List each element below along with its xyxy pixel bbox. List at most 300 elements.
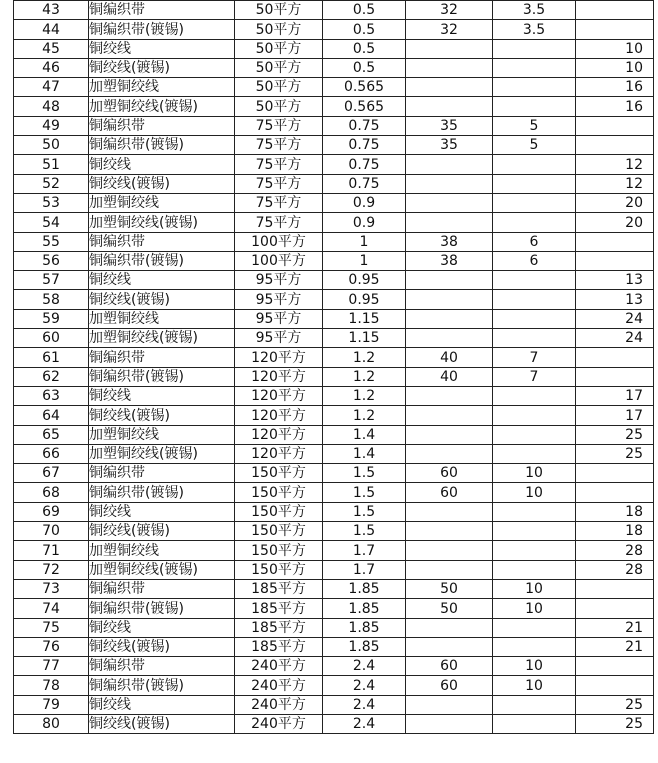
product-name: 铜编织带	[89, 579, 235, 598]
table-row	[14, 406, 654, 425]
row-number: 56	[14, 251, 89, 270]
row-number: 72	[14, 560, 89, 579]
product-name: 铜绞线	[89, 386, 235, 405]
row-number: 55	[14, 232, 89, 251]
weight-value: 0.5	[323, 39, 406, 58]
product-spec-table	[13, 0, 654, 734]
weight-value: 1.2	[323, 406, 406, 425]
row-number: 62	[14, 367, 89, 386]
cross-section: 150平方	[235, 483, 323, 502]
width-value	[406, 39, 493, 58]
thickness-value	[493, 155, 576, 174]
diameter-value: 25	[576, 444, 654, 463]
row-number: 67	[14, 464, 89, 483]
table-row	[14, 541, 654, 560]
diameter-value: 21	[576, 618, 654, 637]
table-row	[14, 271, 654, 290]
weight-value: 0.75	[323, 136, 406, 155]
table-row	[14, 637, 654, 656]
diameter-value: 21	[576, 637, 654, 656]
thickness-value	[493, 290, 576, 309]
table-row	[14, 232, 654, 251]
table-row	[14, 676, 654, 695]
diameter-value: 18	[576, 522, 654, 541]
row-number: 77	[14, 657, 89, 676]
thickness-value	[493, 386, 576, 405]
table-row	[14, 97, 654, 116]
width-value: 38	[406, 251, 493, 270]
weight-value: 2.4	[323, 676, 406, 695]
weight-value: 1.85	[323, 618, 406, 637]
table-row	[14, 251, 654, 270]
thickness-value: 10	[493, 676, 576, 695]
thickness-value	[493, 309, 576, 328]
product-name: 加塑铜绞线(镀锡)	[89, 560, 235, 579]
cross-section: 240平方	[235, 676, 323, 695]
diameter-value: 12	[576, 174, 654, 193]
thickness-value	[493, 39, 576, 58]
row-number: 43	[14, 1, 89, 20]
cross-section: 100平方	[235, 232, 323, 251]
width-value	[406, 271, 493, 290]
product-name: 加塑铜绞线	[89, 193, 235, 212]
table-row	[14, 213, 654, 232]
thickness-value	[493, 444, 576, 463]
cross-section: 50平方	[235, 20, 323, 39]
width-value	[406, 213, 493, 232]
weight-value: 1.15	[323, 309, 406, 328]
weight-value: 2.4	[323, 657, 406, 676]
weight-value: 1.4	[323, 425, 406, 444]
table-row	[14, 116, 654, 135]
table-row	[14, 657, 654, 676]
cross-section: 240平方	[235, 695, 323, 714]
width-value	[406, 406, 493, 425]
table-row	[14, 560, 654, 579]
diameter-value: 12	[576, 155, 654, 174]
row-number: 73	[14, 579, 89, 598]
thickness-value: 10	[493, 464, 576, 483]
product-name: 铜绞线(镀锡)	[89, 714, 235, 733]
weight-value: 1.7	[323, 560, 406, 579]
thickness-value: 6	[493, 251, 576, 270]
table-row	[14, 348, 654, 367]
thickness-value: 10	[493, 657, 576, 676]
weight-value: 0.75	[323, 116, 406, 135]
diameter-value: 10	[576, 39, 654, 58]
thickness-value	[493, 560, 576, 579]
cross-section: 50平方	[235, 1, 323, 20]
cross-section: 100平方	[235, 251, 323, 270]
cross-section: 75平方	[235, 155, 323, 174]
width-value	[406, 618, 493, 637]
weight-value: 2.4	[323, 695, 406, 714]
diameter-value: 20	[576, 193, 654, 212]
weight-value: 1	[323, 251, 406, 270]
diameter-value: 28	[576, 541, 654, 560]
width-value	[406, 329, 493, 348]
weight-value: 1.4	[323, 444, 406, 463]
diameter-value: 10	[576, 58, 654, 77]
width-value	[406, 193, 493, 212]
diameter-value: 20	[576, 213, 654, 232]
thickness-value: 10	[493, 599, 576, 618]
table-row	[14, 618, 654, 637]
diameter-value: 13	[576, 290, 654, 309]
thickness-value: 3.5	[493, 20, 576, 39]
diameter-value	[576, 676, 654, 695]
thickness-value	[493, 58, 576, 77]
product-name: 铜编织带	[89, 232, 235, 251]
row-number: 79	[14, 695, 89, 714]
width-value: 40	[406, 348, 493, 367]
table-row	[14, 579, 654, 598]
width-value: 60	[406, 464, 493, 483]
diameter-value	[576, 367, 654, 386]
width-value	[406, 97, 493, 116]
product-name: 铜编织带	[89, 348, 235, 367]
product-name: 铜绞线(镀锡)	[89, 406, 235, 425]
row-number: 44	[14, 20, 89, 39]
diameter-value	[576, 232, 654, 251]
weight-value: 1.5	[323, 502, 406, 521]
product-name: 铜编织带(镀锡)	[89, 251, 235, 270]
cross-section: 185平方	[235, 599, 323, 618]
row-number: 57	[14, 271, 89, 290]
product-name: 加塑铜绞线	[89, 309, 235, 328]
table-row	[14, 193, 654, 212]
product-name: 铜绞线(镀锡)	[89, 174, 235, 193]
product-name: 铜编织带(镀锡)	[89, 20, 235, 39]
thickness-value	[493, 78, 576, 97]
cross-section: 50平方	[235, 39, 323, 58]
product-name: 铜绞线(镀锡)	[89, 637, 235, 656]
diameter-value	[576, 599, 654, 618]
diameter-value: 25	[576, 695, 654, 714]
weight-value: 0.565	[323, 78, 406, 97]
diameter-value: 13	[576, 271, 654, 290]
diameter-value: 24	[576, 329, 654, 348]
row-number: 53	[14, 193, 89, 212]
product-name: 加塑铜绞线	[89, 541, 235, 560]
thickness-value: 7	[493, 348, 576, 367]
thickness-value: 5	[493, 136, 576, 155]
row-number: 64	[14, 406, 89, 425]
width-value: 35	[406, 136, 493, 155]
row-number: 76	[14, 637, 89, 656]
cross-section: 75平方	[235, 116, 323, 135]
thickness-value	[493, 541, 576, 560]
product-name: 铜绞线	[89, 39, 235, 58]
product-name: 加塑铜绞线(镀锡)	[89, 213, 235, 232]
weight-value: 0.75	[323, 155, 406, 174]
thickness-value	[493, 271, 576, 290]
thickness-value	[493, 97, 576, 116]
product-name: 铜编织带(镀锡)	[89, 367, 235, 386]
weight-value: 0.5	[323, 58, 406, 77]
product-name: 铜绞线	[89, 695, 235, 714]
weight-value: 1.7	[323, 541, 406, 560]
product-name: 加塑铜绞线(镀锡)	[89, 329, 235, 348]
weight-value: 2.4	[323, 714, 406, 733]
cross-section: 95平方	[235, 309, 323, 328]
row-number: 48	[14, 97, 89, 116]
width-value	[406, 155, 493, 174]
diameter-value: 25	[576, 714, 654, 733]
cross-section: 240平方	[235, 714, 323, 733]
diameter-value	[576, 251, 654, 270]
product-name: 铜绞线	[89, 271, 235, 290]
row-number: 65	[14, 425, 89, 444]
table-row	[14, 386, 654, 405]
row-number: 60	[14, 329, 89, 348]
cross-section: 120平方	[235, 386, 323, 405]
thickness-value	[493, 425, 576, 444]
table-row	[14, 39, 654, 58]
diameter-value	[576, 657, 654, 676]
row-number: 70	[14, 522, 89, 541]
width-value	[406, 541, 493, 560]
diameter-value	[576, 116, 654, 135]
table-row	[14, 20, 654, 39]
weight-value: 0.9	[323, 193, 406, 212]
thickness-value	[493, 193, 576, 212]
weight-value: 1.2	[323, 367, 406, 386]
thickness-value: 3.5	[493, 1, 576, 20]
row-number: 68	[14, 483, 89, 502]
cross-section: 95平方	[235, 329, 323, 348]
width-value: 32	[406, 1, 493, 20]
row-number: 54	[14, 213, 89, 232]
table-row	[14, 174, 654, 193]
diameter-value	[576, 1, 654, 20]
width-value: 40	[406, 367, 493, 386]
diameter-value: 16	[576, 78, 654, 97]
table-row	[14, 290, 654, 309]
cross-section: 185平方	[235, 618, 323, 637]
diameter-value: 25	[576, 425, 654, 444]
width-value	[406, 522, 493, 541]
product-name: 铜绞线	[89, 155, 235, 174]
width-value	[406, 425, 493, 444]
width-value: 35	[406, 116, 493, 135]
cross-section: 75平方	[235, 174, 323, 193]
cross-section: 50平方	[235, 97, 323, 116]
table-row	[14, 136, 654, 155]
table-row	[14, 444, 654, 463]
cross-section: 185平方	[235, 637, 323, 656]
diameter-value	[576, 579, 654, 598]
weight-value: 1.85	[323, 579, 406, 598]
table-row	[14, 599, 654, 618]
weight-value: 0.95	[323, 271, 406, 290]
thickness-value: 10	[493, 483, 576, 502]
width-value: 60	[406, 483, 493, 502]
product-name: 加塑铜绞线	[89, 78, 235, 97]
table-row	[14, 1, 654, 20]
weight-value: 0.5	[323, 20, 406, 39]
product-name: 加塑铜绞线(镀锡)	[89, 97, 235, 116]
width-value: 38	[406, 232, 493, 251]
cross-section: 150平方	[235, 560, 323, 579]
thickness-value: 5	[493, 116, 576, 135]
product-name: 铜编织带	[89, 464, 235, 483]
width-value	[406, 78, 493, 97]
row-number: 80	[14, 714, 89, 733]
weight-value: 1.2	[323, 386, 406, 405]
width-value	[406, 637, 493, 656]
cross-section: 75平方	[235, 193, 323, 212]
cross-section: 95平方	[235, 290, 323, 309]
row-number: 49	[14, 116, 89, 135]
weight-value: 0.5	[323, 1, 406, 20]
width-value	[406, 386, 493, 405]
table-row	[14, 483, 654, 502]
table-row	[14, 425, 654, 444]
thickness-value	[493, 618, 576, 637]
thickness-value	[493, 522, 576, 541]
weight-value: 1.2	[323, 348, 406, 367]
table-row	[14, 367, 654, 386]
weight-value: 0.95	[323, 290, 406, 309]
weight-value: 1.5	[323, 522, 406, 541]
row-number: 69	[14, 502, 89, 521]
weight-value: 0.75	[323, 174, 406, 193]
product-name: 铜编织带(镀锡)	[89, 483, 235, 502]
thickness-value	[493, 714, 576, 733]
diameter-value	[576, 464, 654, 483]
thickness-value: 10	[493, 579, 576, 598]
cross-section: 120平方	[235, 367, 323, 386]
weight-value: 0.9	[323, 213, 406, 232]
diameter-value: 28	[576, 560, 654, 579]
row-number: 63	[14, 386, 89, 405]
row-number: 51	[14, 155, 89, 174]
row-number: 71	[14, 541, 89, 560]
product-name: 铜绞线	[89, 618, 235, 637]
row-number: 61	[14, 348, 89, 367]
cross-section: 240平方	[235, 657, 323, 676]
product-name: 铜编织带(镀锡)	[89, 136, 235, 155]
width-value	[406, 309, 493, 328]
width-value: 60	[406, 676, 493, 695]
thickness-value: 6	[493, 232, 576, 251]
width-value	[406, 58, 493, 77]
cross-section: 75平方	[235, 213, 323, 232]
row-number: 50	[14, 136, 89, 155]
product-name: 铜绞线(镀锡)	[89, 58, 235, 77]
thickness-value	[493, 174, 576, 193]
diameter-value: 17	[576, 386, 654, 405]
table-row	[14, 58, 654, 77]
thickness-value	[493, 637, 576, 656]
width-value	[406, 714, 493, 733]
diameter-value	[576, 20, 654, 39]
table-row	[14, 522, 654, 541]
cross-section: 120平方	[235, 406, 323, 425]
cross-section: 150平方	[235, 502, 323, 521]
row-number: 75	[14, 618, 89, 637]
table-body	[14, 1, 654, 734]
product-name: 加塑铜绞线	[89, 425, 235, 444]
table-row	[14, 309, 654, 328]
diameter-value: 17	[576, 406, 654, 425]
diameter-value	[576, 348, 654, 367]
thickness-value	[493, 695, 576, 714]
cross-section: 185平方	[235, 579, 323, 598]
weight-value: 1.5	[323, 464, 406, 483]
width-value	[406, 695, 493, 714]
product-name: 铜绞线	[89, 502, 235, 521]
weight-value: 1.85	[323, 637, 406, 656]
width-value: 32	[406, 20, 493, 39]
row-number: 46	[14, 58, 89, 77]
product-name: 铜编织带(镀锡)	[89, 676, 235, 695]
row-number: 45	[14, 39, 89, 58]
table-row	[14, 155, 654, 174]
cross-section: 150平方	[235, 522, 323, 541]
row-number: 78	[14, 676, 89, 695]
thickness-value	[493, 329, 576, 348]
product-name: 铜编织带(镀锡)	[89, 599, 235, 618]
diameter-value	[576, 483, 654, 502]
table-row	[14, 329, 654, 348]
cross-section: 150平方	[235, 541, 323, 560]
weight-value: 1.15	[323, 329, 406, 348]
cross-section: 50平方	[235, 78, 323, 97]
weight-value: 1	[323, 232, 406, 251]
width-value	[406, 174, 493, 193]
thickness-value	[493, 502, 576, 521]
thickness-value: 7	[493, 367, 576, 386]
row-number: 52	[14, 174, 89, 193]
diameter-value	[576, 136, 654, 155]
cross-section: 120平方	[235, 444, 323, 463]
weight-value: 0.565	[323, 97, 406, 116]
width-value	[406, 502, 493, 521]
row-number: 66	[14, 444, 89, 463]
weight-value: 1.85	[323, 599, 406, 618]
diameter-value: 16	[576, 97, 654, 116]
product-name: 铜编织带	[89, 116, 235, 135]
width-value	[406, 560, 493, 579]
cross-section: 75平方	[235, 136, 323, 155]
width-value	[406, 444, 493, 463]
product-name: 铜绞线(镀锡)	[89, 290, 235, 309]
product-name: 铜编织带	[89, 657, 235, 676]
product-name: 铜编织带	[89, 1, 235, 20]
table-row	[14, 464, 654, 483]
thickness-value	[493, 406, 576, 425]
row-number: 47	[14, 78, 89, 97]
row-number: 59	[14, 309, 89, 328]
diameter-value: 24	[576, 309, 654, 328]
width-value: 50	[406, 579, 493, 598]
width-value: 50	[406, 599, 493, 618]
table-row	[14, 695, 654, 714]
cross-section: 150平方	[235, 464, 323, 483]
product-name: 加塑铜绞线(镀锡)	[89, 444, 235, 463]
width-value: 60	[406, 657, 493, 676]
cross-section: 50平方	[235, 58, 323, 77]
width-value	[406, 290, 493, 309]
table-row	[14, 502, 654, 521]
cross-section: 120平方	[235, 348, 323, 367]
row-number: 74	[14, 599, 89, 618]
weight-value: 1.5	[323, 483, 406, 502]
table-row	[14, 714, 654, 733]
diameter-value: 18	[576, 502, 654, 521]
